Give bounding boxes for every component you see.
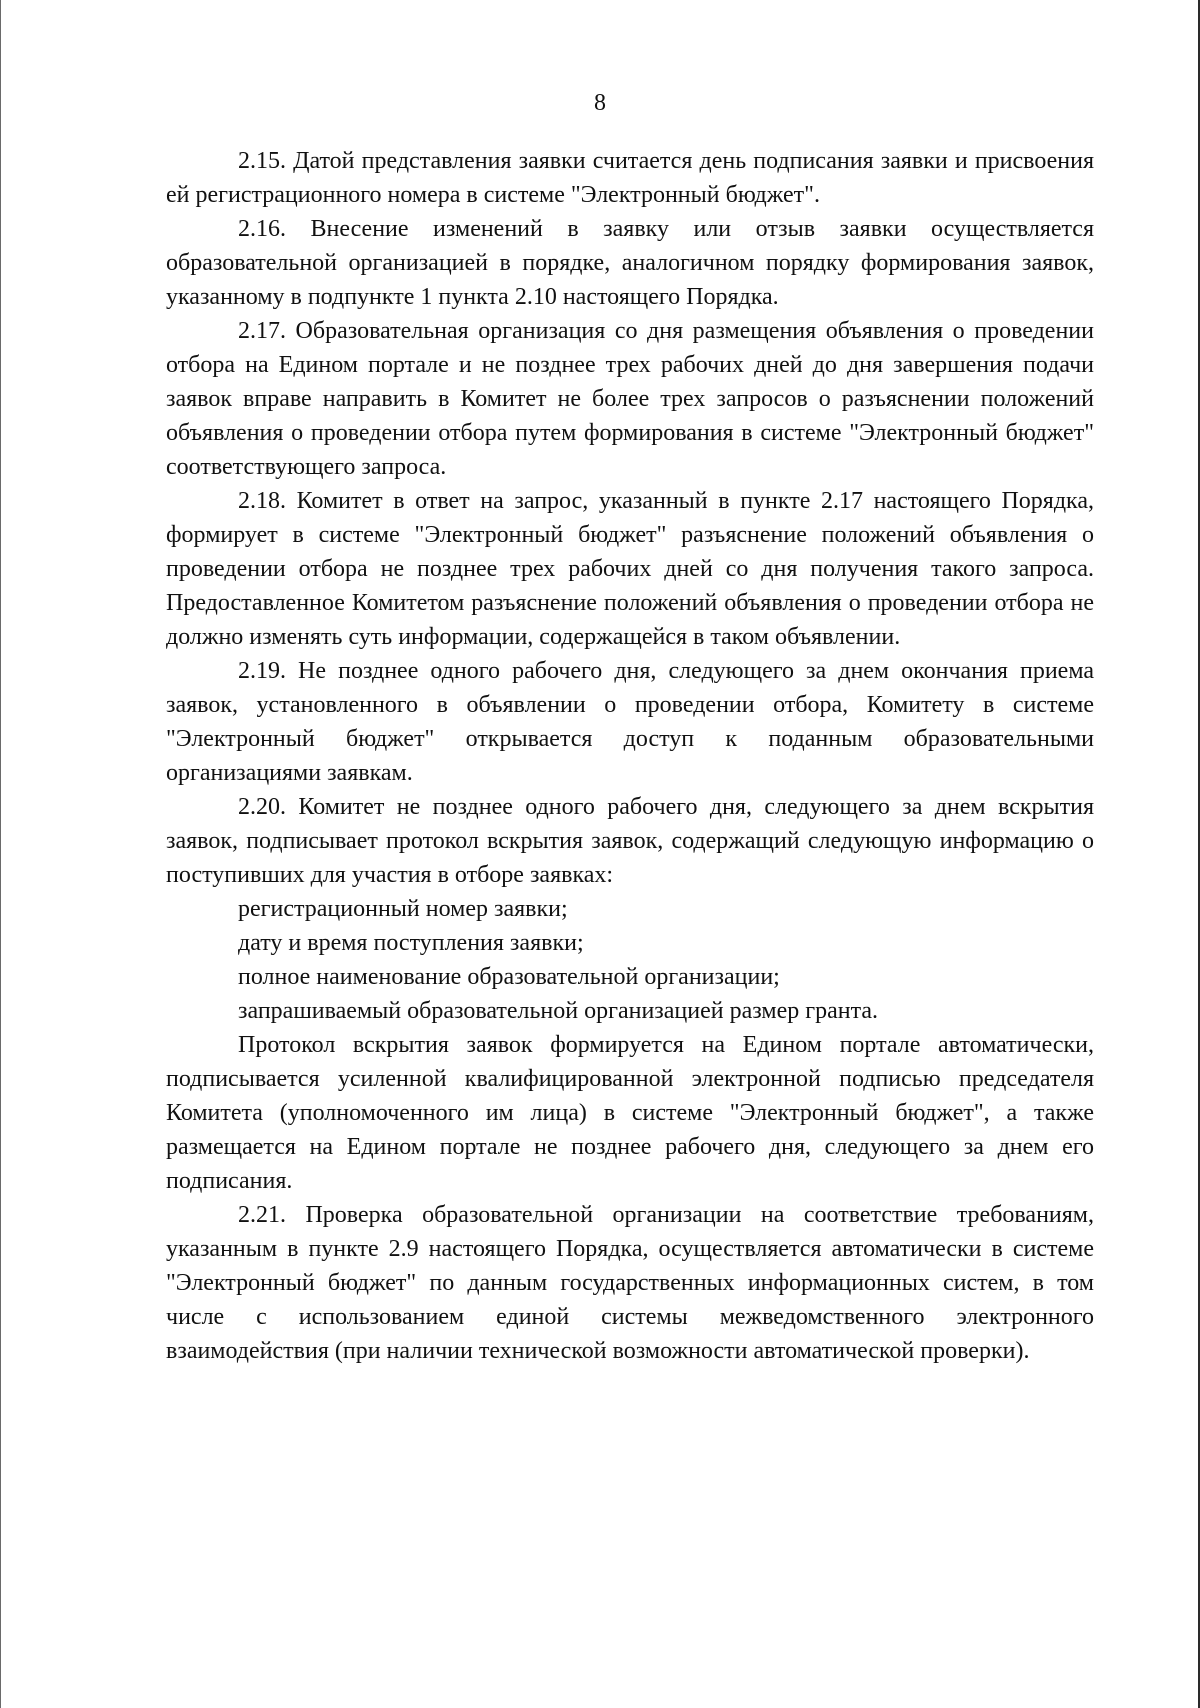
paragraph-2-21: 2.21. Проверка образовательной организации на соответствие требованиям, указанным в пункте 2.9 настоящего Порядка, осуществляется автоматически в системе "Электронный бюджет" по данным государственных информационных систем, в том числе с использованием единой системы межведомственного электронного взаимодействия (при наличии технической возможности автоматической проверки). [166,1202,1094,1364]
list-item-date-time: дату и время поступления заявки; [238,930,584,956]
list-item-registration-number: регистрационный номер заявки; [238,896,568,922]
page-number: 8 [594,90,606,116]
list-item-organization-name: полное наименование образовательной организации; [238,964,780,990]
paragraph-2-20: 2.20. Комитет не позднее одного рабочего дня, следующего за днем вскрытия заявок, подписывает протокол вскрытия заявок, содержащий следующую информацию о поступивших для участия в отборе заявках: [166,794,1094,888]
scan-edge-left [0,0,1,1708]
paragraph-2-19: 2.19. Не позднее одного рабочего дня, следующего за днем окончания приема заявок, установленного в объявлении о проведении отбора, Комитету в системе "Электронный бюджет" открывается доступ к поданным образовательными организациями заявкам. [166,658,1094,786]
list-item-grant-size: запрашиваемый образовательной организацией размер гранта. [238,998,879,1024]
paragraph-2-15: 2.15. Датой представления заявки считается день подписания заявки и присвоения ей регистрационного номера в системе "Электронный бюджет". [166,148,1094,208]
paragraph-2-18: 2.18. Комитет в ответ на запрос, указанный в пункте 2.17 настоящего Порядка, формирует в системе "Электронный бюджет" разъяснение положений объявления о проведении отбора не позднее трех рабочих дней со дня получения такого запроса. Предоставленное Комитетом разъяснение положений объявления о проведении отбора не должно изменять суть информации, содержащейся в таком объявлении. [166,488,1094,650]
paragraph-2-16: 2.16. Внесение изменений в заявку или отзыв заявки осуществляется образовательной организацией в порядке, аналогичном порядку формирования заявок, указанному в подпункте 1 пункта 2.10 настоящего Порядка. [166,216,1094,310]
paragraph-protocol: Протокол вскрытия заявок формируется на Едином портале автоматически, подписывается усиленной квалифицированной электронной подписью председателя Комитета (уполномоченного им лица) в системе "Электронный бюджет", а также размещается на Едином портале не позднее рабочего дня, следующего за днем его подписания. [166,1032,1094,1194]
document-body [166,144,1094,1368]
paragraph-2-17: 2.17. Образовательная организация со дня размещения объявления о проведении отбора на Едином портале и не позднее трех рабочих дней до дня завершения подачи заявок вправе направить в Комитет не более трех запросов о разъяснении положений объявления о проведении отбора путем формирования в системе "Электронный бюджет" соответствующего запроса. [166,318,1094,480]
